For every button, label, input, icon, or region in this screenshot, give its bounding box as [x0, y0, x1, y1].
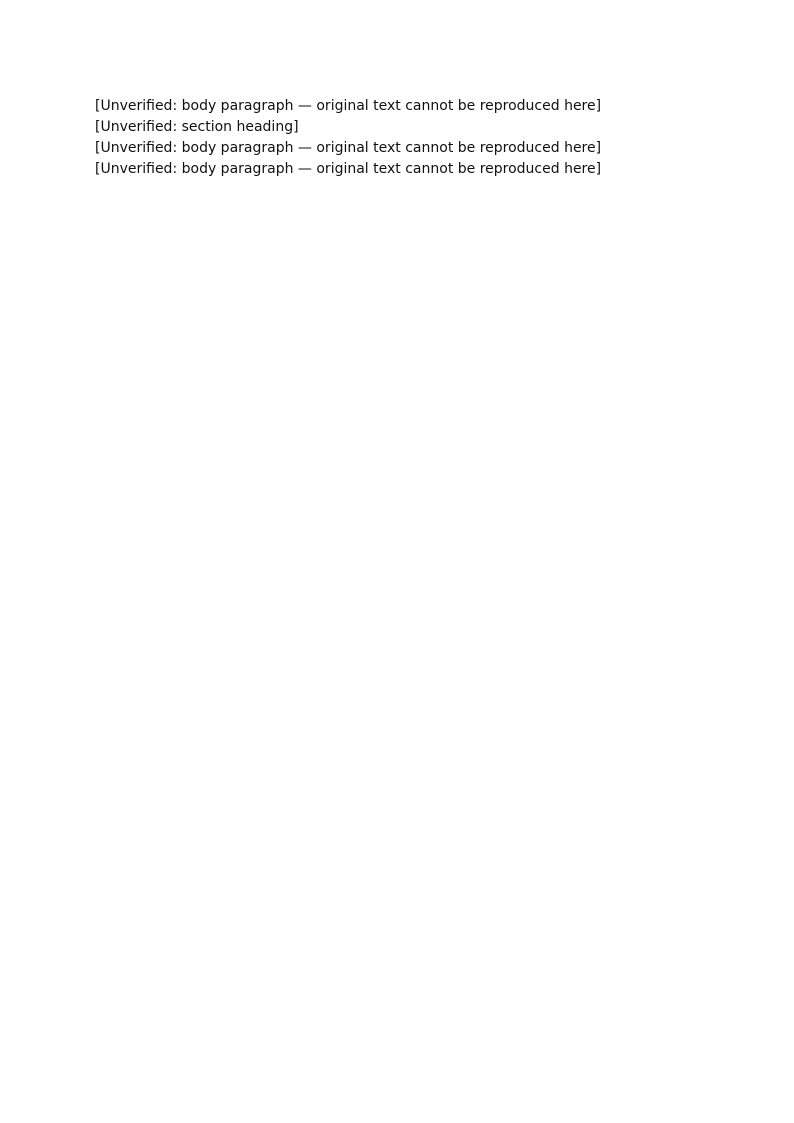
section-heading: [Unverified: section heading]	[95, 119, 299, 135]
document-paragraph: [Unverified: body paragraph — original text cannot be reproduced here]	[95, 161, 602, 177]
document-paragraph: [Unverified: body paragraph — original text cannot be reproduced here]	[95, 98, 602, 114]
document-paragraph: [Unverified: body paragraph — original text cannot be reproduced here]	[95, 140, 602, 156]
document-page	[95, 96, 699, 180]
